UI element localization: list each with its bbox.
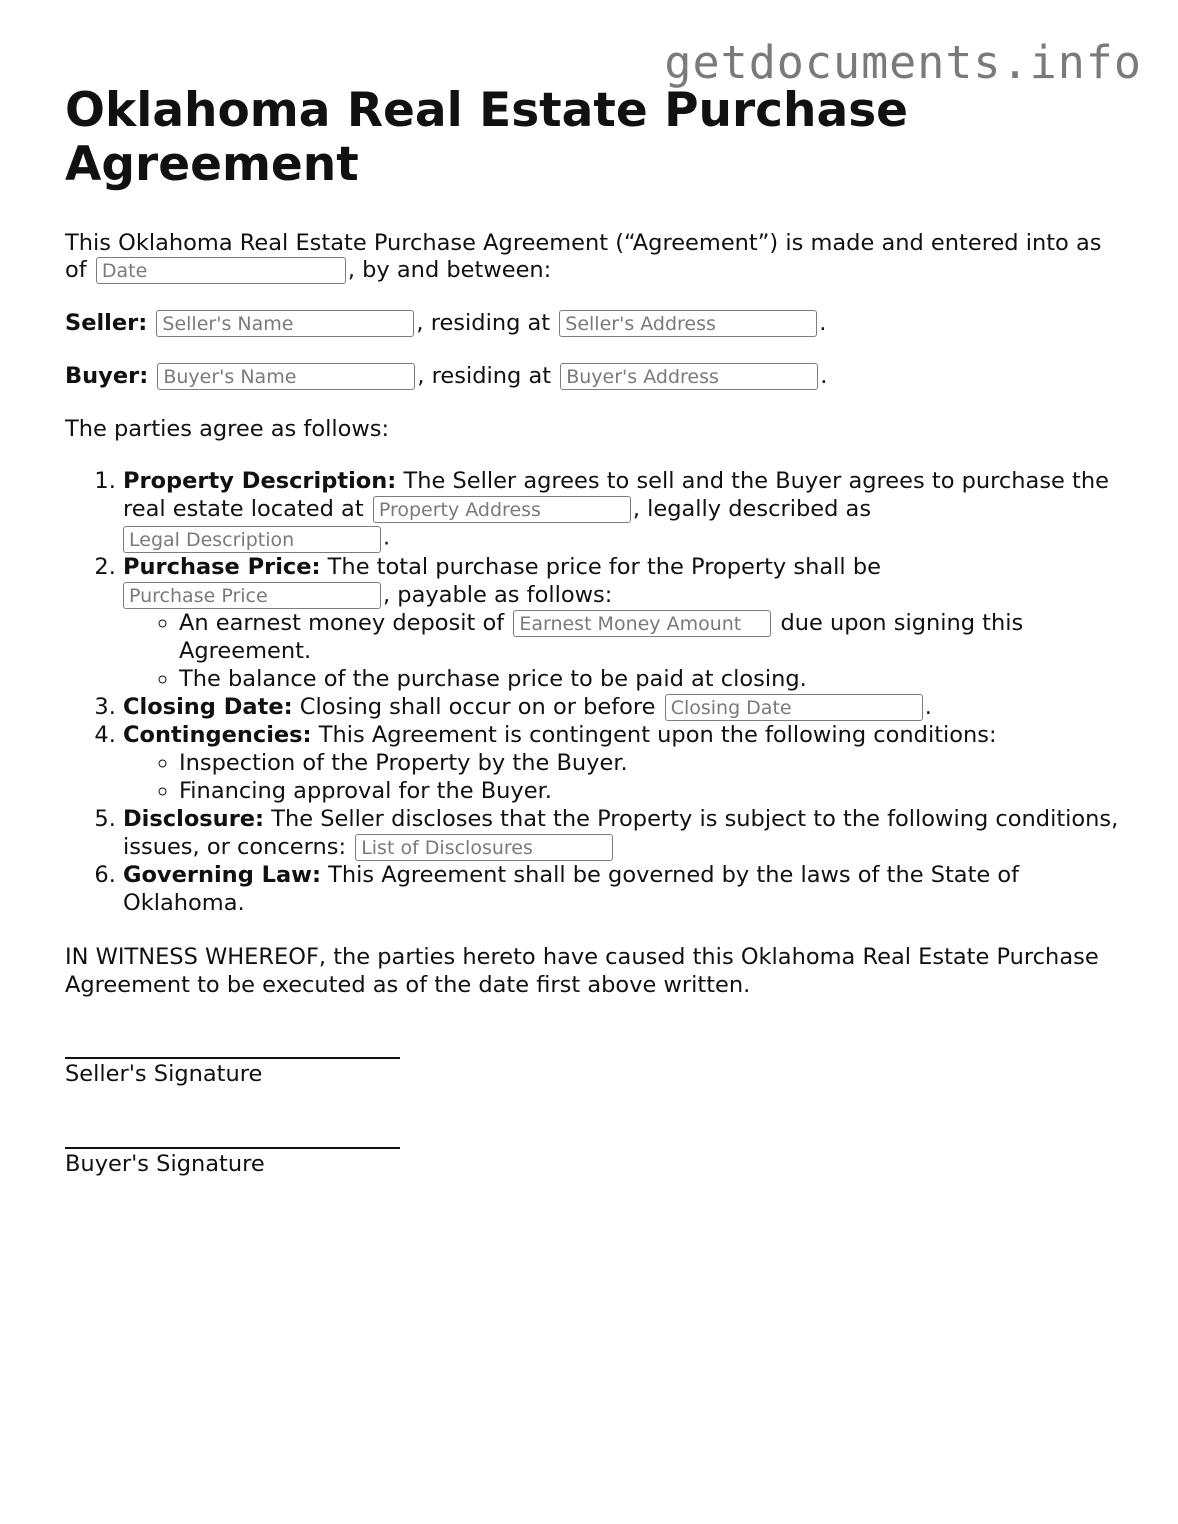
law-text: This Agreement shall be governed by the laws of the State of Oklahoma. [123,862,1020,916]
seller-signature-line[interactable] [65,1037,400,1059]
purchase-price-input[interactable] [123,582,381,609]
watermark: getdocuments.info [664,36,1142,89]
closing-heading: Closing Date: [123,694,293,720]
intro-text-after: , by and between: [347,257,552,283]
intro-paragraph [65,230,1125,284]
buyer-signature-line[interactable] [65,1127,400,1149]
list-item-balance: ◦ The balance of the purchase price to be paid at closing. [179,665,1125,693]
legal-description-input[interactable] [123,526,381,553]
payment-terms-list [123,609,1125,693]
terms-list [65,467,1125,917]
property-text-2: , legally described as [632,496,872,522]
buyer-signature-block [65,1127,1125,1179]
buyer-label: Buyer: [65,363,149,389]
closing-date-input[interactable] [665,694,923,721]
earnest-money-input[interactable] [513,610,771,637]
buyer-signature-label: Buyer's Signature [65,1151,265,1177]
parties-agree-text: The parties agree as follows: [65,416,390,442]
price-text-2: , payable as follows: [383,582,613,608]
agreement-date-input[interactable] [96,257,346,284]
list-item-property [123,467,1125,553]
seller-signature-label: Seller's Signature [65,1061,263,1087]
list-item-closing [123,693,1125,721]
seller-line [65,310,1125,337]
seller-label: Seller: [65,310,148,336]
property-heading: Property Description: [123,468,397,494]
disclosures-input[interactable] [355,834,613,861]
closing-end: . [924,694,932,720]
list-item-contingencies [123,721,1125,805]
seller-residing-text: , residing at [416,310,551,336]
buyer-address-input[interactable] [560,363,818,390]
list-item-inspection: ◦ Inspection of the Property by the Buyer. [179,749,1125,777]
buyer-name-input[interactable] [157,363,415,390]
seller-name-input[interactable] [156,310,414,337]
document-page [65,84,1125,1179]
buyer-residing-text: , residing at [417,363,552,389]
disclosure-text: The Seller discloses that the Property is subject to the following conditions, issues, or concerns: [123,806,1119,860]
list-item-disclosure [123,805,1125,861]
contingencies-heading: Contingencies: [123,722,312,748]
contingencies-text: This Agreement is contingent upon the following conditions: [311,722,997,748]
seller-end: . [819,310,827,336]
buyer-line [65,363,1125,390]
property-text: The Seller agrees to sell and the Buyer agrees to purchase the real estate located at [123,468,1109,522]
disclosure-heading: Disclosure: [123,806,265,832]
closing-text: Closing shall occur on or before [292,694,656,720]
witness-paragraph: IN WITNESS WHEREOF, the parties hereto have caused this Oklahoma Real Estate Purchase Agreement to be executed as of the date first above written. [65,944,1099,998]
earnest-text-after: due upon signing this Agreement. [179,610,1024,664]
price-text: The total purchase price for the Property shall be [320,554,881,580]
law-heading: Governing Law: [123,862,321,888]
list-item-earnest [179,609,1125,665]
property-address-input[interactable] [373,496,631,523]
buyer-end: . [820,363,828,389]
list-item-price [123,553,1125,693]
earnest-text: An earnest money deposit of [179,610,505,636]
list-item-financing: ◦ Financing approval for the Buyer. [179,777,1125,805]
property-end: . [383,524,391,551]
page-title: Oklahoma Real Estate Purchase Agreement [65,83,909,192]
intro-text: This Oklahoma Real Estate Purchase Agreement (“Agreement”) is made and entered into as of [65,230,1102,283]
contingencies-list [123,749,1125,805]
seller-signature-block [65,1037,1125,1089]
price-heading: Purchase Price: [123,554,321,580]
list-item-governing-law [123,861,1125,917]
seller-address-input[interactable] [559,310,817,337]
